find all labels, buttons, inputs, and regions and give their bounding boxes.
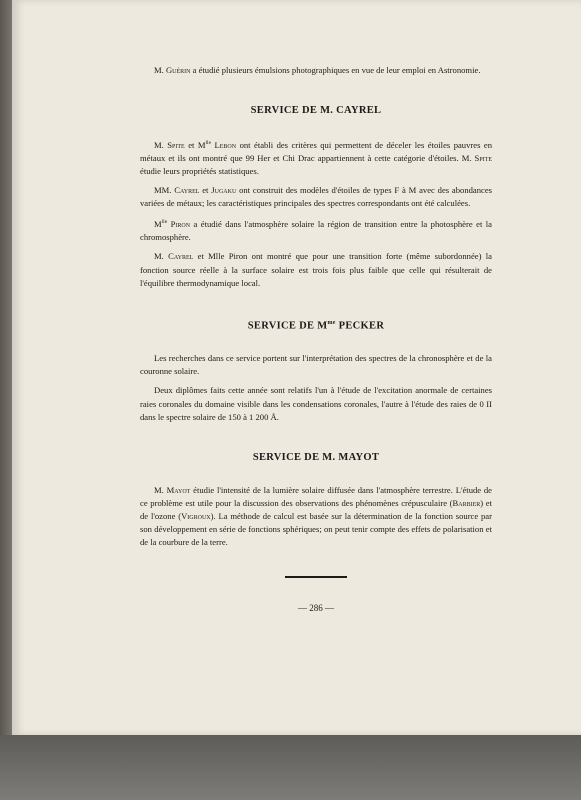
text-run: ). La méthode de calcul est basée sur la détermination de la fonction source par son développement en série de fonctions sphériques; on peut tenir compte des effets de polarisation et de la courbure de la terre. — [140, 510, 492, 548]
text-run: ont établi des critères qui permettent de déceler les étoiles pauvres en métaux et ils ont montré que 99 Her et Chi Drac appartiennent à cette catégorie d'étoiles. M. — [140, 139, 492, 164]
sections-container — [140, 104, 492, 549]
section-paragraph — [140, 216, 492, 244]
text-run: ) et de l'ozone ( — [140, 497, 493, 521]
scanner-bed-strip — [0, 735, 581, 800]
text-run: et — [199, 185, 212, 196]
section-title — [140, 104, 492, 117]
person-name: Mayot — [166, 484, 191, 495]
person-name: Spite — [167, 139, 185, 150]
text-run: M. — [154, 484, 167, 495]
text-run: Les recherches dans ce service portent sur l'interprétation des spectres de la chronosphère et de la couronne solaire. — [140, 353, 492, 377]
person-name: Lebon — [214, 139, 237, 150]
text-run: M — [154, 219, 162, 230]
text-run: et Mlle Piron ont montré que pour une transition forte (même subordonnée) la fonction source réelle à la surface solaire est trois fois plus faible que celle qui résulterait de l'équilibre thermodynamique local. — [140, 251, 492, 288]
section-paragraph — [140, 352, 492, 378]
intro-name: M. Guérin — [154, 65, 191, 75]
person-name: Barbier — [452, 497, 481, 508]
section-paragraph — [140, 137, 492, 178]
text-run: MM. — [154, 185, 175, 196]
section-title — [140, 317, 492, 333]
text-run: lle — [161, 219, 168, 226]
person-name: Spite — [474, 153, 492, 164]
section-paragraph — [140, 384, 492, 423]
section-title-sup: me — [327, 319, 336, 326]
section-title-name: CAYREL — [336, 105, 382, 117]
section-title-name: PECKER — [335, 320, 385, 332]
text-run: et M — [184, 139, 206, 150]
section-paragraph — [140, 250, 492, 289]
person-name: Cayrel — [168, 251, 194, 262]
section-title-prefix: SERVICE DE M. — [250, 105, 337, 117]
text-run: M. — [154, 139, 168, 150]
text-run: M. — [154, 251, 169, 262]
person-name: Jugaku — [211, 185, 237, 196]
person-name: Cayrel — [174, 185, 200, 196]
section-title-name: MAYOT — [338, 451, 380, 463]
closing-rule — [285, 576, 347, 578]
section-paragraph — [140, 184, 492, 210]
section-title — [140, 451, 492, 464]
person-name: Vigroux — [181, 510, 211, 521]
text-run: étudie leurs propriétés statistiques. — [140, 166, 259, 177]
page-body — [140, 64, 492, 578]
section-paragraph — [140, 484, 492, 549]
text-run: lle — [205, 140, 212, 147]
section-title-prefix: SERVICE DE M. — [252, 451, 339, 463]
intro-text: a étudié plusieurs émulsions photographiques en vue de leur emploi en Astronomie. — [190, 65, 481, 75]
person-name: Piron — [170, 219, 191, 230]
text-run: étudie l'intensité de la lumière solaire diffusée dans l'atmosphère terrestre. L'étude de ce problème est utile pour la discussion des observations des phénomènes crépusculaire ( — [140, 484, 492, 508]
page-number: — 286 — — [298, 603, 334, 613]
text-run: Deux diplômes faits cette année sont relatifs l'un à l'étude de l'excitation anormale de certaines raies coronales du domaine visible dans les condensations coronales, l'autre à l'étude des raies de 0 II dans le spectre solaire de 150 à 1 200 Å. — [140, 385, 492, 422]
text-run: a étudié dans l'atmosphère solaire la région de transition entre la photosphère et la chromosphère. — [140, 219, 492, 243]
intro-paragraph — [140, 64, 492, 77]
text-run: ont construit des modèles d'étoiles de types F à M avec des abondances variées de métaux; les caractéristiques principales des spectres correspondants ont été calculées. — [140, 185, 493, 209]
section-title-prefix: SERVICE DE M — [247, 320, 328, 332]
